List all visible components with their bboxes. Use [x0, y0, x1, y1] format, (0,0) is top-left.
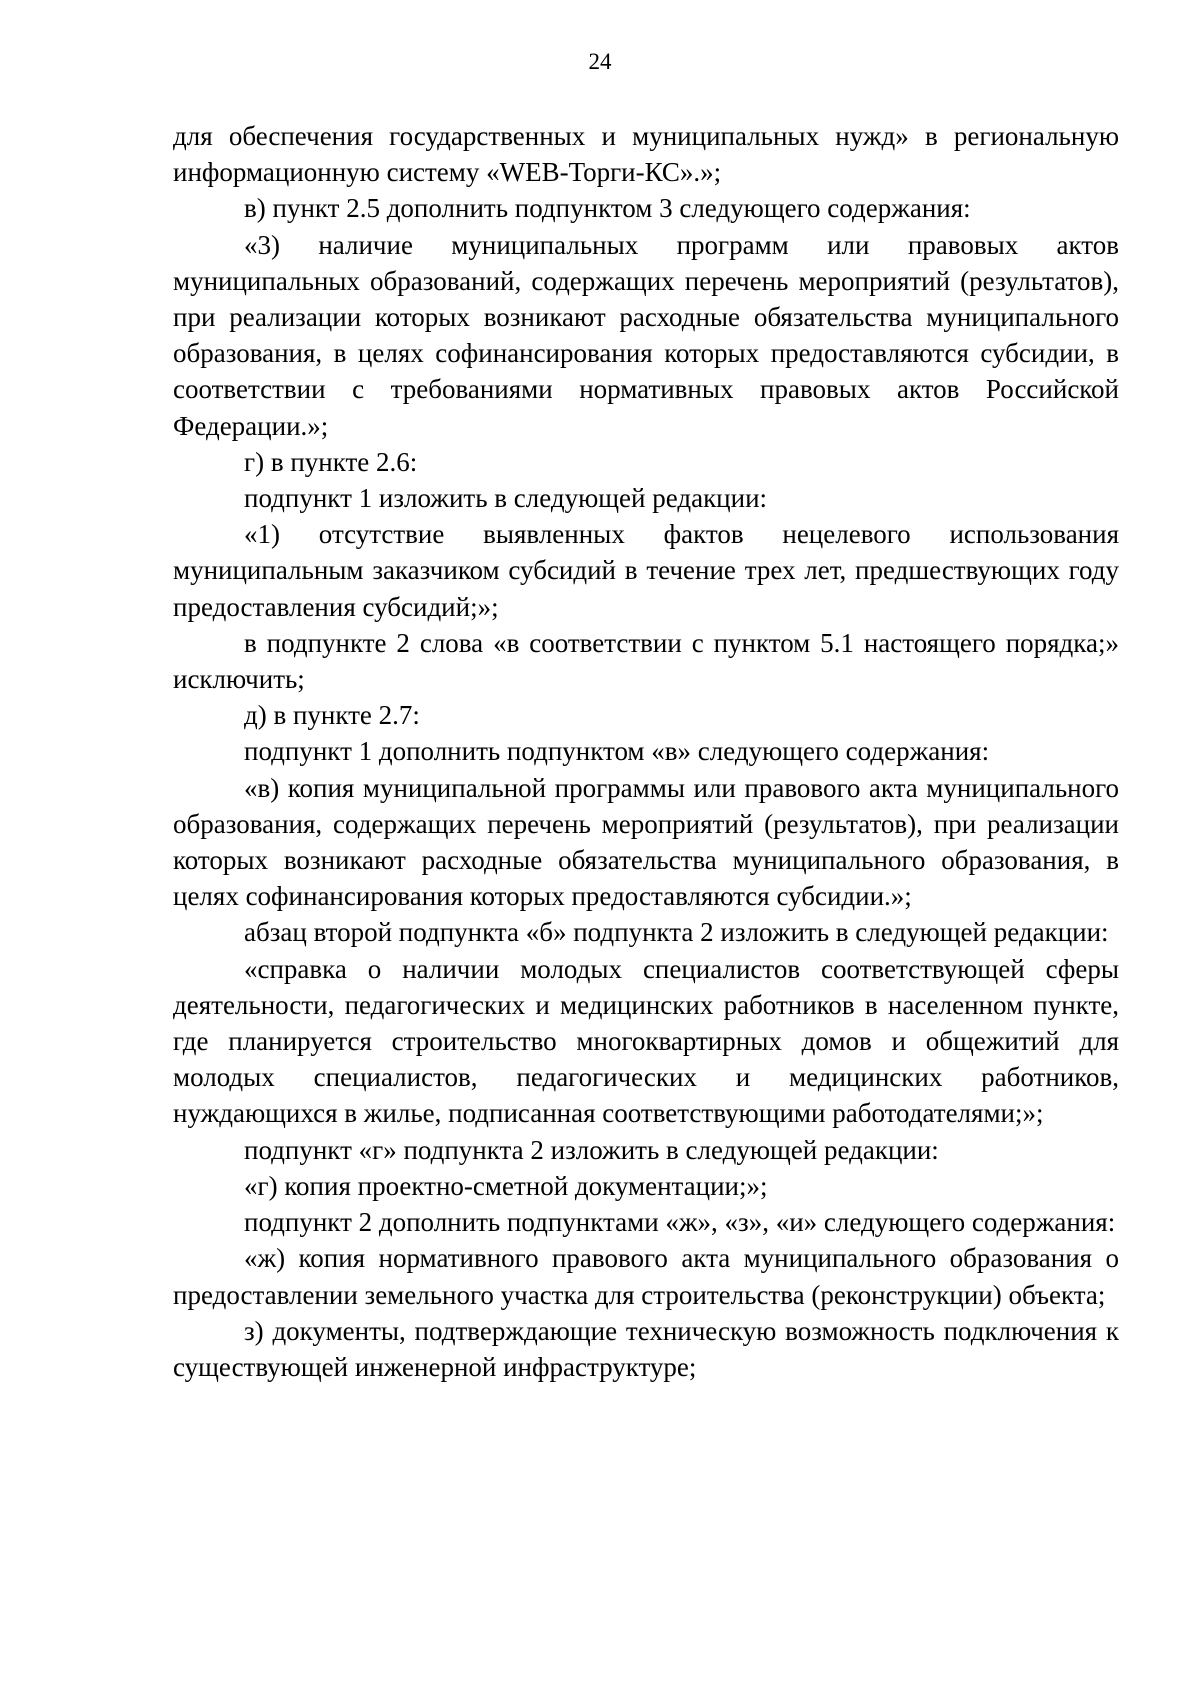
document-body — [173, 118, 1119, 1385]
paragraph: «справка о наличии молодых специалистов соответствующей сферы деятельности, педагогических и медицинских работников в населенном пункте, где планируется строительство многоквартирных домов и общежитий для молодых специалистов, педагогических и медицинских работников, нуждающихся в жилье, подписанная соответствующими работодателями;»; — [173, 953, 1119, 1129]
paragraph: д) в пункте 2.7: — [244, 700, 420, 731]
paragraph: «3) наличие муниципальных программ или правовых актов муниципальных образований, содержащих перечень мероприятий (результатов), при реализации которых возникают расходные обязательства муниципального образования, в целях софинансирования которых предоставляются субсидии, в соответствии с требованиями нормативных правовых актов Российской Федерации.»; — [173, 229, 1119, 441]
paragraph: «ж) копия нормативного правового акта муниципального образования о предоставлении земельного участка для строительства (реконструкции) объекта; — [173, 1243, 1119, 1310]
paragraph: подпункт 1 изложить в следующей редакции: — [244, 483, 768, 514]
paragraph: г) в пункте 2.6: — [244, 446, 418, 477]
paragraph: «1) отсутствие выявленных фактов нецелевого использования муниципальным заказчиком субсидий в течение трех лет, предшествующих году предоставления субсидий;»; — [173, 519, 1119, 622]
paragraph: подпункт 1 дополнить подпунктом «в» следующего содержания: — [244, 736, 990, 767]
paragraph: для обеспечения государственных и муниципальных нужд» в региональную информационную систему «WEB-Торги-КС».»; — [173, 121, 1119, 188]
paragraph: абзац второй подпункта «б» подпункта 2 изложить в следующей редакции: — [244, 917, 1109, 948]
paragraph: в) пункт 2.5 дополнить подпунктом 3 следующего содержания: — [244, 193, 971, 224]
paragraph: «в) копия муниципальной программы или правового акта муниципального образования, содержащих перечень мероприятий (результатов), при реализации которых возникают расходные обязательства муниципального образования, в целях софинансирования которых предоставляются субсидии.»; — [173, 772, 1119, 912]
paragraph: подпункт 2 дополнить подпунктами «ж», «з», «и» следующего содержания: — [244, 1207, 1116, 1238]
page-number: 24 — [588, 49, 612, 74]
paragraph: подпункт «г» подпункта 2 изложить в следующей редакции: — [244, 1134, 939, 1165]
paragraph: «г) копия проектно-сметной документации;»; — [244, 1170, 768, 1201]
paragraph: в подпункте 2 слова «в соответствии с пунктом 5.1 настоящего порядка;» исключить; — [173, 627, 1119, 695]
paragraph: з) документы, подтверждающие техническую возможность подключения к существующей инженерной инфраструктуре; — [173, 1315, 1119, 1382]
